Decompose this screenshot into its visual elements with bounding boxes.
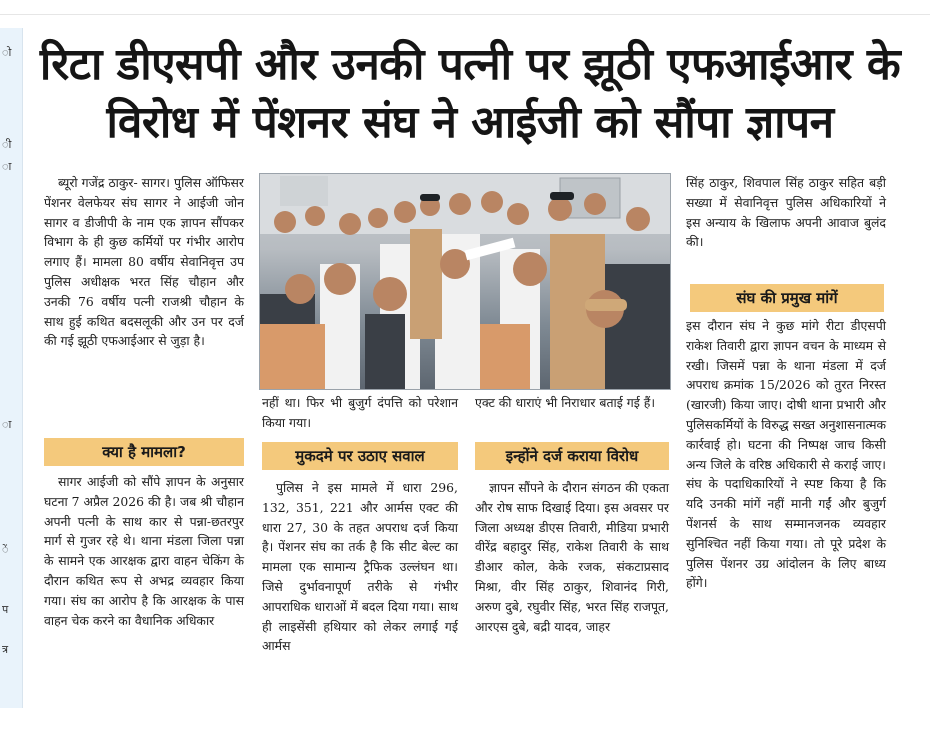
continuation-paragraph: सिंह ठाकुर, शिवपाल सिंह ठाकुर सहित बड़ी सख्या में सेवानिवृत्त पुलिस अधिकारियों ने इस अन्याय के खिलाफ अपनी आवाज बुलंद की। xyxy=(686,175,886,250)
subhead-pramukh-mange: संघ की प्रमुख मांगें xyxy=(690,284,884,312)
body-paragraph: इस दौरान संघ ने कुछ मांगे रीटा डीएसपी राकेश तिवारी द्वारा ज्ञापन वचन के माध्यम से रखी। जिसमें पन्ना के थाना मंडला में दर्ज अपराध क्रमांक 15/2026 को तुरत निरस्त (खारजी) किया जाए। दोषी थाना प्रभारी और पुलिसकर्मियों के विरुद्ध सख्त अनुशासनात्मक कार्रवाई हो। घटना की निष्पक्ष जाच किसी अन्य जिले के वरिष्ठ अधिकारी से कराई जाए। संघ के पदाधिकारियों ने स्पष्ट किया है कि यदि उनकी मांगें नहीं मानी गईं और बुजुर्ग पेंशनर्स के साथ सम्मानजनक व्यवहार सुनिश्चित नहीं किया गया। तो पूरे प्रदेश के पुलिस पेंशनर उग्र आंदोलन के लिए बाध्य होंगे। xyxy=(686,318,886,591)
column-4-body xyxy=(686,316,886,706)
left-strip-fragment: ा xyxy=(2,418,12,431)
body-paragraph: सागर आईजी को सौंपे ज्ञापन के अनुसार घटना 7 अप्रैल 2026 की है। जब श्री चौहान अपनी पत्नी के साथ कार से पन्ना-छतरपुर मार्ग से गुजर रहे थे। थाना मंडला जिला पन्ना के सामने एक आरक्षक द्वारा वाहन चेकिंग के दौरान कथित रूप से अभद्र व्यवहार किया गया। संघ का आरोप है कि आरक्षक के पास वाहन चेक करने का वैधानिक अधिकार xyxy=(44,474,244,628)
left-strip-fragment: प xyxy=(2,603,9,616)
body-paragraph: पुलिस ने इस मामले में धारा 296, 132, 351, 221 और आर्मस एक्ट की धारा 27, 30 के तहत अपराध दर्ज किया है। पेंशनर संघ का तर्क है कि सीट बेल्ट का मामला एक सामान्य ट्रैफिक उल्लंघन था। जिसे दुर्भावनापूर्ण तरीके से गंभीर आपराधिक धाराओं में बदल दिया गया। साथ ही लाइसेंसी हथियार को लेकर लगाई गई आर्मस xyxy=(262,480,458,654)
column-3-body xyxy=(475,478,669,702)
column-2-top xyxy=(262,393,458,435)
left-strip-fragment: ा xyxy=(2,160,12,173)
left-adjacent-column xyxy=(0,28,23,708)
subhead-kya-hai-mamla: क्या है मामला? xyxy=(44,438,244,466)
body-paragraph: ज्ञापन सौंपने के दौरान संगठन की एकता और रोष साफ दिखाई दिया। इस अवसर पर जिला अध्यक्ष डीएस तिवारी, मीडिया प्रभारी वीरेंद्र बहादुर सिंह, राकेश तिवारी के साथ डीआर कोल, केके रजक, संकटाप्रसाद मिश्रा, वीर सिंह ठाकुर, शिवानंद गिरी, अरुण दुबे, रघुवीर सिंह, भरत सिंह राजपूत, आरएस दुबे, बद्री यादव, जाहर xyxy=(475,480,669,634)
subhead-virodh: इन्होंने दर्ज कराया विरोध xyxy=(475,442,669,470)
left-strip-fragment: त्र xyxy=(2,643,9,656)
continuation-paragraph: नहीं था। फिर भी बुजुर्ग दंपत्ति को परेशान किया गया। xyxy=(262,395,458,430)
subhead-mukadme-par-sawal: मुकदमे पर उठाए सवाल xyxy=(262,442,458,470)
left-strip-fragment: ें xyxy=(2,543,9,556)
continuation-paragraph: एक्ट की धाराएं भी निराधार बताई गई हैं। xyxy=(475,395,656,410)
photo-illustration xyxy=(260,174,670,389)
article-headline xyxy=(30,36,910,152)
column-1-body xyxy=(44,472,244,702)
news-photo xyxy=(259,173,671,390)
left-strip-fragment: ो xyxy=(2,46,12,59)
headline-line-2: विरोध में पेंशनर संघ ने आईजी को सौंपा ज्ञापन xyxy=(106,97,834,148)
top-rule xyxy=(0,0,930,15)
left-strip-fragment: ी xyxy=(2,138,12,151)
column-2-body xyxy=(262,478,458,702)
intro-paragraph: ब्यूरो गजेंद्र ठाकुर- सागर। पुलिस ऑफिसर पेंशनर वेलफेयर संघ सागर ने आईजी जोन सागर व डीजीपी के नाम एक ज्ञापन सौंपकर विभाग के ही कुछ कर्मियों पर गंभीर आरोप लगाए हैं। मामला 80 वर्षीय सेवानिवृत्त उप पुलिस अधीक्षक भरत सिंह चौहान और उनकी 76 वर्षीय पत्नी राजश्री चौहान के साथ हुई कथित बदसलूकी और उन पर दर्ज की गई झूठी एफआईआर से जुड़ा है। xyxy=(44,175,244,349)
column-3-top xyxy=(475,393,669,435)
headline-line-1: रिटा डीएसपी और उनकी पत्नी पर झूठी एफआईआर के xyxy=(39,39,901,90)
column-4-top xyxy=(686,173,886,278)
column-1-intro xyxy=(44,173,244,435)
